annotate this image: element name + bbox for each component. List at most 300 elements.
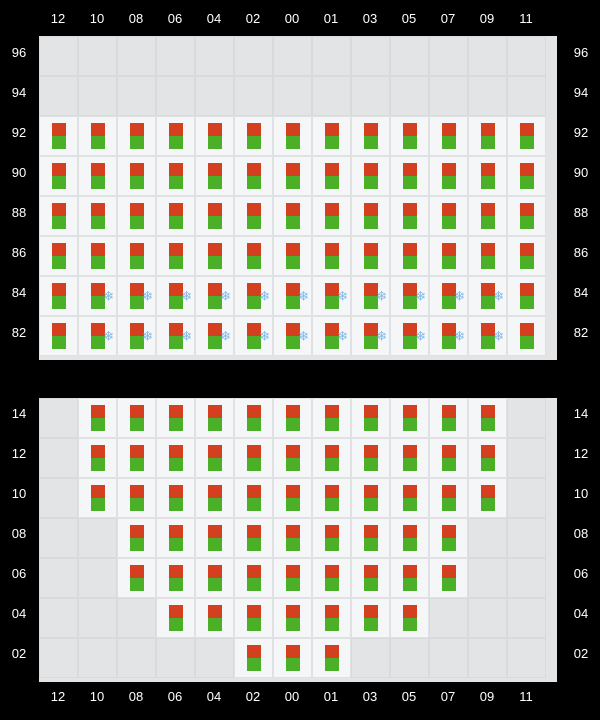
grid-cell-empty[interactable] xyxy=(117,638,156,678)
grid-cell-occupied[interactable] xyxy=(390,438,429,478)
chip-bottom-segment xyxy=(130,418,144,431)
grid-cell-occupied[interactable] xyxy=(195,558,234,598)
chip-top-segment xyxy=(364,485,378,498)
grid-cell-empty[interactable] xyxy=(117,598,156,638)
chip-bottom-segment xyxy=(247,216,261,229)
occupancy-chip xyxy=(403,445,417,471)
lower-row-label-left-6: 02 xyxy=(11,646,27,661)
occupancy-chip xyxy=(481,163,495,189)
grid-cell-empty[interactable] xyxy=(351,76,390,116)
chip-bottom-segment xyxy=(247,176,261,189)
grid-cell-empty[interactable] xyxy=(39,36,78,76)
chip-top-segment xyxy=(169,445,183,458)
snowflake-icon: ❄ xyxy=(298,288,309,304)
upper-col-label-0: 12 xyxy=(50,11,66,26)
occupancy-chip xyxy=(169,203,183,229)
grid-cell-occupied[interactable] xyxy=(390,196,429,236)
chip-top-segment xyxy=(169,525,183,538)
grid-cell-occupied[interactable] xyxy=(195,116,234,156)
chip-top-segment xyxy=(208,163,222,176)
grid-cell-occupied[interactable] xyxy=(117,558,156,598)
grid-cell-occupied[interactable] xyxy=(195,196,234,236)
grid-cell-occupied[interactable] xyxy=(429,478,468,518)
lower-col-label-11: 09 xyxy=(479,689,495,704)
grid-cell-occupied[interactable] xyxy=(156,116,195,156)
grid-cell-empty[interactable] xyxy=(156,638,195,678)
grid-cell-empty[interactable] xyxy=(78,36,117,76)
occupancy-chip xyxy=(364,123,378,149)
upper-row-label-right-1: 94 xyxy=(573,85,589,100)
grid-cell-empty[interactable] xyxy=(39,558,78,598)
grid-cell-empty[interactable] xyxy=(39,438,78,478)
grid-cell-empty[interactable] xyxy=(507,36,546,76)
grid-cell-occupied[interactable] xyxy=(273,518,312,558)
grid-cell-occupied[interactable] xyxy=(234,156,273,196)
grid-cell-occupied[interactable] xyxy=(273,558,312,598)
grid-cell-occupied[interactable] xyxy=(429,518,468,558)
grid-cell-occupied[interactable] xyxy=(39,116,78,156)
grid-cell-occupied[interactable] xyxy=(390,316,429,356)
grid-cell-occupied[interactable] xyxy=(117,116,156,156)
grid-cell-occupied[interactable] xyxy=(195,438,234,478)
grid-cell-occupied[interactable] xyxy=(195,156,234,196)
grid-cell-occupied[interactable] xyxy=(390,598,429,638)
grid-cell-occupied[interactable] xyxy=(351,236,390,276)
grid-cell-occupied[interactable] xyxy=(273,438,312,478)
grid-cell-empty[interactable] xyxy=(390,638,429,678)
grid-cell-occupied[interactable] xyxy=(273,638,312,678)
grid-cell-occupied[interactable] xyxy=(429,276,468,316)
chip-top-segment xyxy=(325,123,339,136)
snowflake-icon: ❄ xyxy=(103,288,114,304)
occupancy-chip xyxy=(169,163,183,189)
grid-cell-occupied[interactable] xyxy=(156,478,195,518)
occupancy-chip xyxy=(442,203,456,229)
grid-cell-occupied[interactable] xyxy=(468,196,507,236)
grid-cell-occupied[interactable] xyxy=(156,558,195,598)
grid-cell-occupied[interactable] xyxy=(273,598,312,638)
grid-cell-occupied[interactable] xyxy=(234,558,273,598)
grid-cell-occupied[interactable] xyxy=(351,518,390,558)
grid-cell-empty[interactable] xyxy=(507,598,546,638)
grid-cell-occupied[interactable] xyxy=(351,276,390,316)
grid-cell-occupied[interactable] xyxy=(312,558,351,598)
grid-cell-occupied[interactable] xyxy=(312,398,351,438)
grid-cell-occupied[interactable] xyxy=(312,156,351,196)
grid-cell-occupied[interactable] xyxy=(468,276,507,316)
grid-cell-empty[interactable] xyxy=(39,478,78,518)
grid-cell-occupied[interactable] xyxy=(429,438,468,478)
grid-cell-empty[interactable] xyxy=(390,36,429,76)
grid-cell-empty[interactable] xyxy=(468,76,507,116)
lower-col-label-1: 10 xyxy=(89,689,105,704)
chip-top-segment xyxy=(247,645,261,658)
occupancy-chip xyxy=(481,123,495,149)
chip-bottom-segment xyxy=(364,458,378,471)
chip-bottom-segment xyxy=(520,296,534,309)
grid-cell-occupied[interactable] xyxy=(156,398,195,438)
grid-cell-occupied[interactable] xyxy=(39,276,78,316)
grid-cell-empty[interactable] xyxy=(351,36,390,76)
grid-cell-occupied[interactable] xyxy=(117,276,156,316)
grid-cell-occupied[interactable] xyxy=(195,598,234,638)
grid-cell-occupied[interactable] xyxy=(390,156,429,196)
chip-bottom-segment xyxy=(169,458,183,471)
chip-top-segment xyxy=(442,525,456,538)
grid-cell-empty[interactable] xyxy=(195,638,234,678)
grid-cell-occupied[interactable] xyxy=(117,316,156,356)
chip-top-segment xyxy=(169,163,183,176)
grid-cell-occupied[interactable] xyxy=(156,438,195,478)
chip-top-segment xyxy=(364,605,378,618)
grid-cell-occupied[interactable] xyxy=(390,478,429,518)
grid-cell-occupied[interactable] xyxy=(468,116,507,156)
upper-row-label-right-6: 84 xyxy=(573,285,589,300)
grid-cell-occupied[interactable] xyxy=(39,156,78,196)
chip-bottom-segment xyxy=(130,256,144,269)
grid-cell-occupied[interactable] xyxy=(468,438,507,478)
chip-top-segment xyxy=(247,405,261,418)
chip-bottom-segment xyxy=(286,458,300,471)
occupancy-chip xyxy=(286,645,300,671)
grid-cell-occupied[interactable] xyxy=(390,558,429,598)
grid-cell-occupied[interactable] xyxy=(273,156,312,196)
grid-cell-occupied[interactable] xyxy=(156,156,195,196)
grid-cell-empty[interactable] xyxy=(507,438,546,478)
grid-cell-occupied[interactable] xyxy=(39,236,78,276)
grid-cell-empty[interactable] xyxy=(429,598,468,638)
grid-cell-empty[interactable] xyxy=(156,76,195,116)
grid-cell-occupied[interactable] xyxy=(312,316,351,356)
grid-cell-occupied[interactable] xyxy=(117,156,156,196)
grid-cell-occupied[interactable] xyxy=(234,196,273,236)
grid-cell-occupied[interactable] xyxy=(351,598,390,638)
grid-cell-occupied[interactable] xyxy=(156,598,195,638)
upper-col-label-9: 05 xyxy=(401,11,417,26)
chip-bottom-segment xyxy=(442,256,456,269)
chip-top-segment xyxy=(130,203,144,216)
occupancy-chip xyxy=(481,405,495,431)
chip-bottom-segment xyxy=(130,136,144,149)
grid-cell-occupied[interactable] xyxy=(390,518,429,558)
grid-cell-occupied[interactable] xyxy=(273,116,312,156)
grid-cell-occupied[interactable] xyxy=(195,478,234,518)
grid-cell-occupied[interactable] xyxy=(351,438,390,478)
grid-cell-occupied[interactable] xyxy=(117,398,156,438)
chip-top-segment xyxy=(247,525,261,538)
grid-cell-empty[interactable] xyxy=(195,36,234,76)
grid-cell-empty[interactable] xyxy=(429,36,468,76)
grid-cell-empty[interactable] xyxy=(312,36,351,76)
grid-cell-occupied[interactable] xyxy=(234,478,273,518)
upper-col-label-4: 04 xyxy=(206,11,222,26)
occupancy-chip xyxy=(481,485,495,511)
grid-cell-empty[interactable] xyxy=(312,76,351,116)
grid-cell-occupied[interactable] xyxy=(78,276,117,316)
grid-cell-empty[interactable] xyxy=(507,398,546,438)
snowflake-icon: ❄ xyxy=(142,328,153,344)
chip-bottom-segment xyxy=(52,176,66,189)
chip-bottom-segment xyxy=(481,498,495,511)
grid-cell-occupied[interactable] xyxy=(390,116,429,156)
lower-row-label-left-4: 06 xyxy=(11,566,27,581)
chip-bottom-segment xyxy=(247,578,261,591)
chip-top-segment xyxy=(130,163,144,176)
grid-cell-empty[interactable] xyxy=(468,518,507,558)
grid-cell-empty[interactable] xyxy=(39,598,78,638)
grid-cell-occupied[interactable] xyxy=(273,236,312,276)
grid-cell-empty[interactable] xyxy=(468,598,507,638)
upper-col-label-3: 06 xyxy=(167,11,183,26)
grid-cell-occupied[interactable] xyxy=(351,558,390,598)
grid-cell-occupied[interactable] xyxy=(195,316,234,356)
grid-cell-occupied[interactable] xyxy=(273,196,312,236)
grid-cell-occupied[interactable] xyxy=(78,116,117,156)
occupancy-chip xyxy=(91,123,105,149)
grid-cell-occupied[interactable] xyxy=(312,276,351,316)
chip-top-segment xyxy=(91,485,105,498)
chip-top-segment xyxy=(169,605,183,618)
grid-cell-occupied[interactable] xyxy=(234,236,273,276)
grid-cell-occupied[interactable] xyxy=(429,116,468,156)
grid-cell-empty[interactable] xyxy=(507,518,546,558)
grid-cell-empty[interactable] xyxy=(351,638,390,678)
grid-cell-occupied[interactable] xyxy=(156,236,195,276)
grid-cell-occupied[interactable] xyxy=(156,518,195,558)
chip-bottom-segment xyxy=(169,136,183,149)
occupancy-chip xyxy=(247,525,261,551)
occupancy-chip xyxy=(286,485,300,511)
grid-cell-empty[interactable] xyxy=(468,638,507,678)
occupancy-chip xyxy=(520,163,534,189)
grid-cell-occupied[interactable] xyxy=(429,398,468,438)
grid-cell-occupied[interactable] xyxy=(117,196,156,236)
grid-cell-empty[interactable] xyxy=(507,478,546,518)
grid-cell-empty[interactable] xyxy=(429,76,468,116)
grid-cell-occupied[interactable] xyxy=(234,316,273,356)
upper-col-label-10: 07 xyxy=(440,11,456,26)
grid-cell-occupied[interactable] xyxy=(468,156,507,196)
chip-top-segment xyxy=(325,645,339,658)
occupancy-chip xyxy=(364,203,378,229)
occupancy-chip xyxy=(403,485,417,511)
grid-cell-empty[interactable] xyxy=(39,638,78,678)
occupancy-chip xyxy=(91,445,105,471)
occupancy-chip xyxy=(325,605,339,631)
grid-cell-occupied[interactable] xyxy=(390,398,429,438)
chip-top-segment xyxy=(286,243,300,256)
chip-top-segment xyxy=(403,163,417,176)
grid-cell-occupied[interactable] xyxy=(195,398,234,438)
grid-cell-occupied[interactable] xyxy=(312,638,351,678)
upper-col-label-11: 09 xyxy=(479,11,495,26)
grid-cell-empty[interactable] xyxy=(117,76,156,116)
grid-cell-empty[interactable] xyxy=(234,36,273,76)
grid-cell-occupied[interactable] xyxy=(156,196,195,236)
grid-cell-empty[interactable] xyxy=(39,76,78,116)
chip-top-segment xyxy=(247,123,261,136)
grid-cell-occupied[interactable] xyxy=(312,518,351,558)
grid-cell-occupied[interactable] xyxy=(234,276,273,316)
grid-cell-occupied[interactable] xyxy=(312,478,351,518)
chip-top-segment xyxy=(403,405,417,418)
grid-cell-occupied[interactable] xyxy=(507,236,546,276)
grid-cell-occupied[interactable] xyxy=(468,478,507,518)
chip-bottom-segment xyxy=(481,458,495,471)
chip-bottom-segment xyxy=(442,216,456,229)
grid-cell-occupied[interactable] xyxy=(351,116,390,156)
grid-cell-occupied[interactable] xyxy=(39,316,78,356)
grid-cell-occupied[interactable] xyxy=(273,478,312,518)
grid-cell-empty[interactable] xyxy=(429,638,468,678)
grid-cell-occupied[interactable] xyxy=(195,518,234,558)
chip-top-segment xyxy=(364,203,378,216)
grid-cell-occupied[interactable] xyxy=(507,156,546,196)
chip-top-segment xyxy=(208,405,222,418)
grid-cell-empty[interactable] xyxy=(390,76,429,116)
occupancy-chip xyxy=(403,405,417,431)
chip-bottom-segment xyxy=(403,176,417,189)
chip-top-segment xyxy=(325,405,339,418)
grid-cell-occupied[interactable] xyxy=(234,398,273,438)
chip-top-segment xyxy=(208,203,222,216)
grid-cell-occupied[interactable] xyxy=(312,438,351,478)
grid-cell-empty[interactable] xyxy=(273,76,312,116)
chip-bottom-segment xyxy=(403,458,417,471)
grid-cell-occupied[interactable] xyxy=(507,196,546,236)
grid-cell-occupied[interactable] xyxy=(117,438,156,478)
grid-cell-empty[interactable] xyxy=(39,518,78,558)
grid-cell-occupied[interactable] xyxy=(312,598,351,638)
chip-bottom-segment xyxy=(130,538,144,551)
chip-bottom-segment xyxy=(520,256,534,269)
grid-cell-occupied[interactable] xyxy=(429,236,468,276)
occupancy-chip xyxy=(286,525,300,551)
lower-row-label-right-0: 14 xyxy=(573,406,589,421)
grid-cell-empty[interactable] xyxy=(117,36,156,76)
grid-cell-occupied[interactable] xyxy=(234,438,273,478)
grid-cell-occupied[interactable] xyxy=(156,316,195,356)
grid-cell-occupied[interactable] xyxy=(234,598,273,638)
grid-cell-occupied[interactable] xyxy=(195,236,234,276)
lower-row-label-right-5: 04 xyxy=(573,606,589,621)
grid-cell-occupied[interactable] xyxy=(351,316,390,356)
occupancy-chip xyxy=(208,203,222,229)
grid-cell-occupied[interactable] xyxy=(468,316,507,356)
chip-bottom-segment xyxy=(130,216,144,229)
grid-cell-occupied[interactable] xyxy=(78,478,117,518)
grid-cell-empty[interactable] xyxy=(78,638,117,678)
grid-cell-occupied[interactable] xyxy=(312,116,351,156)
grid-cell-occupied[interactable] xyxy=(78,438,117,478)
grid-cell-occupied[interactable] xyxy=(351,156,390,196)
grid-cell-occupied[interactable] xyxy=(234,116,273,156)
grid-cell-occupied[interactable] xyxy=(117,236,156,276)
grid-cell-occupied[interactable] xyxy=(429,196,468,236)
grid-cell-occupied[interactable] xyxy=(390,236,429,276)
grid-cell-occupied[interactable] xyxy=(195,276,234,316)
chip-top-segment xyxy=(247,565,261,578)
grid-cell-empty[interactable] xyxy=(273,36,312,76)
occupancy-chip xyxy=(364,565,378,591)
grid-cell-occupied[interactable] xyxy=(468,236,507,276)
grid-cell-occupied[interactable] xyxy=(234,518,273,558)
grid-cell-occupied[interactable] xyxy=(507,316,546,356)
chip-bottom-segment xyxy=(52,256,66,269)
grid-cell-occupied[interactable] xyxy=(429,558,468,598)
grid-cell-empty[interactable] xyxy=(78,76,117,116)
grid-cell-empty[interactable] xyxy=(78,598,117,638)
grid-cell-occupied[interactable] xyxy=(39,196,78,236)
chip-bottom-segment xyxy=(208,256,222,269)
grid-cell-occupied[interactable] xyxy=(351,196,390,236)
grid-cell-empty[interactable] xyxy=(507,76,546,116)
occupancy-chip xyxy=(520,243,534,269)
grid-cell-occupied[interactable] xyxy=(468,398,507,438)
grid-cell-empty[interactable] xyxy=(39,398,78,438)
grid-cell-empty[interactable] xyxy=(507,558,546,598)
chip-bottom-segment xyxy=(91,136,105,149)
occupancy-chip xyxy=(286,445,300,471)
grid-cell-occupied[interactable] xyxy=(117,478,156,518)
grid-cell-occupied[interactable] xyxy=(429,156,468,196)
snowflake-icon: ❄ xyxy=(493,288,504,304)
grid-cell-occupied[interactable] xyxy=(390,276,429,316)
grid-cell-empty[interactable] xyxy=(468,558,507,598)
chip-bottom-segment xyxy=(403,578,417,591)
grid-cell-occupied[interactable] xyxy=(312,196,351,236)
grid-cell-empty[interactable] xyxy=(78,518,117,558)
grid-cell-empty[interactable] xyxy=(468,36,507,76)
grid-cell-occupied[interactable] xyxy=(351,398,390,438)
grid-cell-occupied[interactable] xyxy=(507,116,546,156)
grid-cell-empty[interactable] xyxy=(507,638,546,678)
grid-cell-occupied[interactable] xyxy=(234,638,273,678)
grid-cell-occupied[interactable] xyxy=(156,276,195,316)
chip-top-segment xyxy=(130,405,144,418)
chip-top-segment xyxy=(208,243,222,256)
grid-cell-empty[interactable] xyxy=(156,36,195,76)
upper-row-label-right-2: 92 xyxy=(573,125,589,140)
occupancy-chip xyxy=(325,203,339,229)
chip-top-segment xyxy=(286,405,300,418)
snowflake-icon: ❄ xyxy=(181,288,192,304)
chip-top-segment xyxy=(286,605,300,618)
occupancy-chip xyxy=(91,163,105,189)
grid-cell-empty[interactable] xyxy=(234,76,273,116)
grid-cell-empty[interactable] xyxy=(195,76,234,116)
upper-grid xyxy=(39,36,557,360)
chip-top-segment xyxy=(169,565,183,578)
grid-cell-occupied[interactable] xyxy=(273,276,312,316)
chip-top-segment xyxy=(442,445,456,458)
grid-cell-occupied[interactable] xyxy=(351,478,390,518)
grid-cell-occupied[interactable] xyxy=(312,236,351,276)
grid-cell-occupied[interactable] xyxy=(78,196,117,236)
occupancy-chip xyxy=(403,525,417,551)
grid-cell-occupied[interactable] xyxy=(273,316,312,356)
grid-cell-occupied[interactable] xyxy=(507,276,546,316)
grid-cell-occupied[interactable] xyxy=(78,156,117,196)
grid-cell-empty[interactable] xyxy=(78,558,117,598)
grid-cell-occupied[interactable] xyxy=(78,316,117,356)
grid-cell-occupied[interactable] xyxy=(273,398,312,438)
grid-cell-occupied[interactable] xyxy=(117,518,156,558)
grid-cell-occupied[interactable] xyxy=(78,236,117,276)
occupancy-chip xyxy=(286,123,300,149)
grid-cell-occupied[interactable] xyxy=(78,398,117,438)
grid-cell-occupied[interactable] xyxy=(429,316,468,356)
